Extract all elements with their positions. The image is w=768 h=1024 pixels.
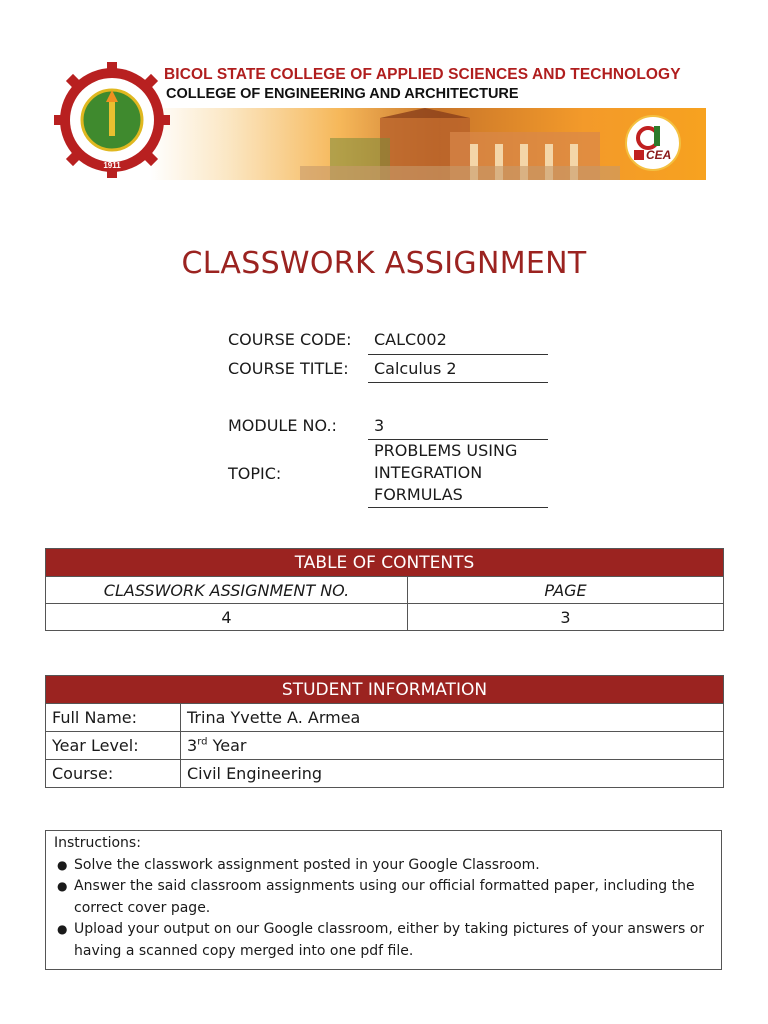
full-name-label: Full Name: bbox=[46, 704, 181, 732]
student-info-heading: STUDENT INFORMATION bbox=[46, 676, 724, 704]
year-suffix: rd bbox=[197, 736, 208, 748]
module-value: 3 bbox=[374, 416, 385, 435]
course-value: Civil Engineering bbox=[181, 760, 724, 788]
instruction-text: Answer the said classroom assignments using our official formatted paper, including the correct cover page. bbox=[74, 878, 695, 916]
year-word: Year bbox=[207, 736, 247, 755]
header-banner bbox=[54, 62, 706, 186]
course-title-underline bbox=[368, 382, 548, 383]
full-name-value: Trina Yvette A. Armea bbox=[181, 704, 724, 732]
table-row bbox=[46, 732, 724, 760]
instructions-heading: Instructions: bbox=[54, 835, 141, 851]
course-code-label: COURSE CODE: bbox=[228, 330, 352, 349]
table-row bbox=[46, 760, 724, 788]
bullet-icon: ● bbox=[57, 922, 68, 936]
instructions-list bbox=[54, 855, 713, 963]
table-row bbox=[46, 704, 724, 732]
module-label: MODULE NO.: bbox=[228, 416, 337, 435]
seal-year: 1911 bbox=[103, 161, 121, 170]
table-row bbox=[46, 604, 724, 631]
college-seal-logo bbox=[54, 62, 170, 178]
instruction-text: Upload your output on our Google classroom, either by taking pictures of your answers or having a scanned copy merged into one pdf file. bbox=[74, 921, 705, 959]
college-name: COLLEGE OF ENGINEERING AND ARCHITECTURE bbox=[166, 86, 519, 102]
student-information-table bbox=[45, 675, 724, 788]
topic-underline bbox=[368, 507, 548, 508]
toc-assignment-no: 4 bbox=[46, 604, 408, 631]
toc-heading: TABLE OF CONTENTS bbox=[46, 549, 724, 577]
course-title-value: Calculus 2 bbox=[374, 359, 457, 378]
course-title-label: COURSE TITLE: bbox=[228, 359, 349, 378]
course-code-underline bbox=[368, 354, 548, 355]
list-item bbox=[54, 919, 713, 962]
bullet-icon: ● bbox=[57, 879, 68, 893]
table-of-contents bbox=[45, 548, 724, 631]
cea-logo bbox=[624, 114, 682, 172]
toc-page-no: 3 bbox=[408, 604, 724, 631]
course-code-value: CALC002 bbox=[374, 330, 447, 349]
school-name: BICOL STATE COLLEGE OF APPLIED SCIENCES AND TECHNOLOGY bbox=[164, 66, 681, 83]
document-title: CLASSWORK ASSIGNMENT bbox=[181, 246, 587, 281]
topic-label: TOPIC: bbox=[228, 464, 282, 483]
instructions-box bbox=[45, 830, 722, 970]
year-number: 3 bbox=[187, 736, 198, 755]
year-level-label: Year Level: bbox=[46, 732, 181, 760]
topic-value: PROBLEMS USING INTEGRATION FORMULAS bbox=[374, 441, 518, 504]
year-level-value bbox=[181, 732, 724, 760]
course-label: Course: bbox=[46, 760, 181, 788]
bullet-icon: ● bbox=[57, 857, 68, 872]
instruction-text: Solve the classwork assignment posted in your Google Classroom. bbox=[74, 856, 540, 873]
list-item bbox=[54, 855, 713, 877]
toc-col-page: PAGE bbox=[408, 577, 724, 604]
cea-logo-text: CEA bbox=[646, 148, 672, 162]
campus-photo-strip bbox=[150, 108, 706, 180]
toc-col-assignment: CLASSWORK ASSIGNMENT NO. bbox=[46, 577, 408, 604]
list-item bbox=[54, 876, 713, 919]
